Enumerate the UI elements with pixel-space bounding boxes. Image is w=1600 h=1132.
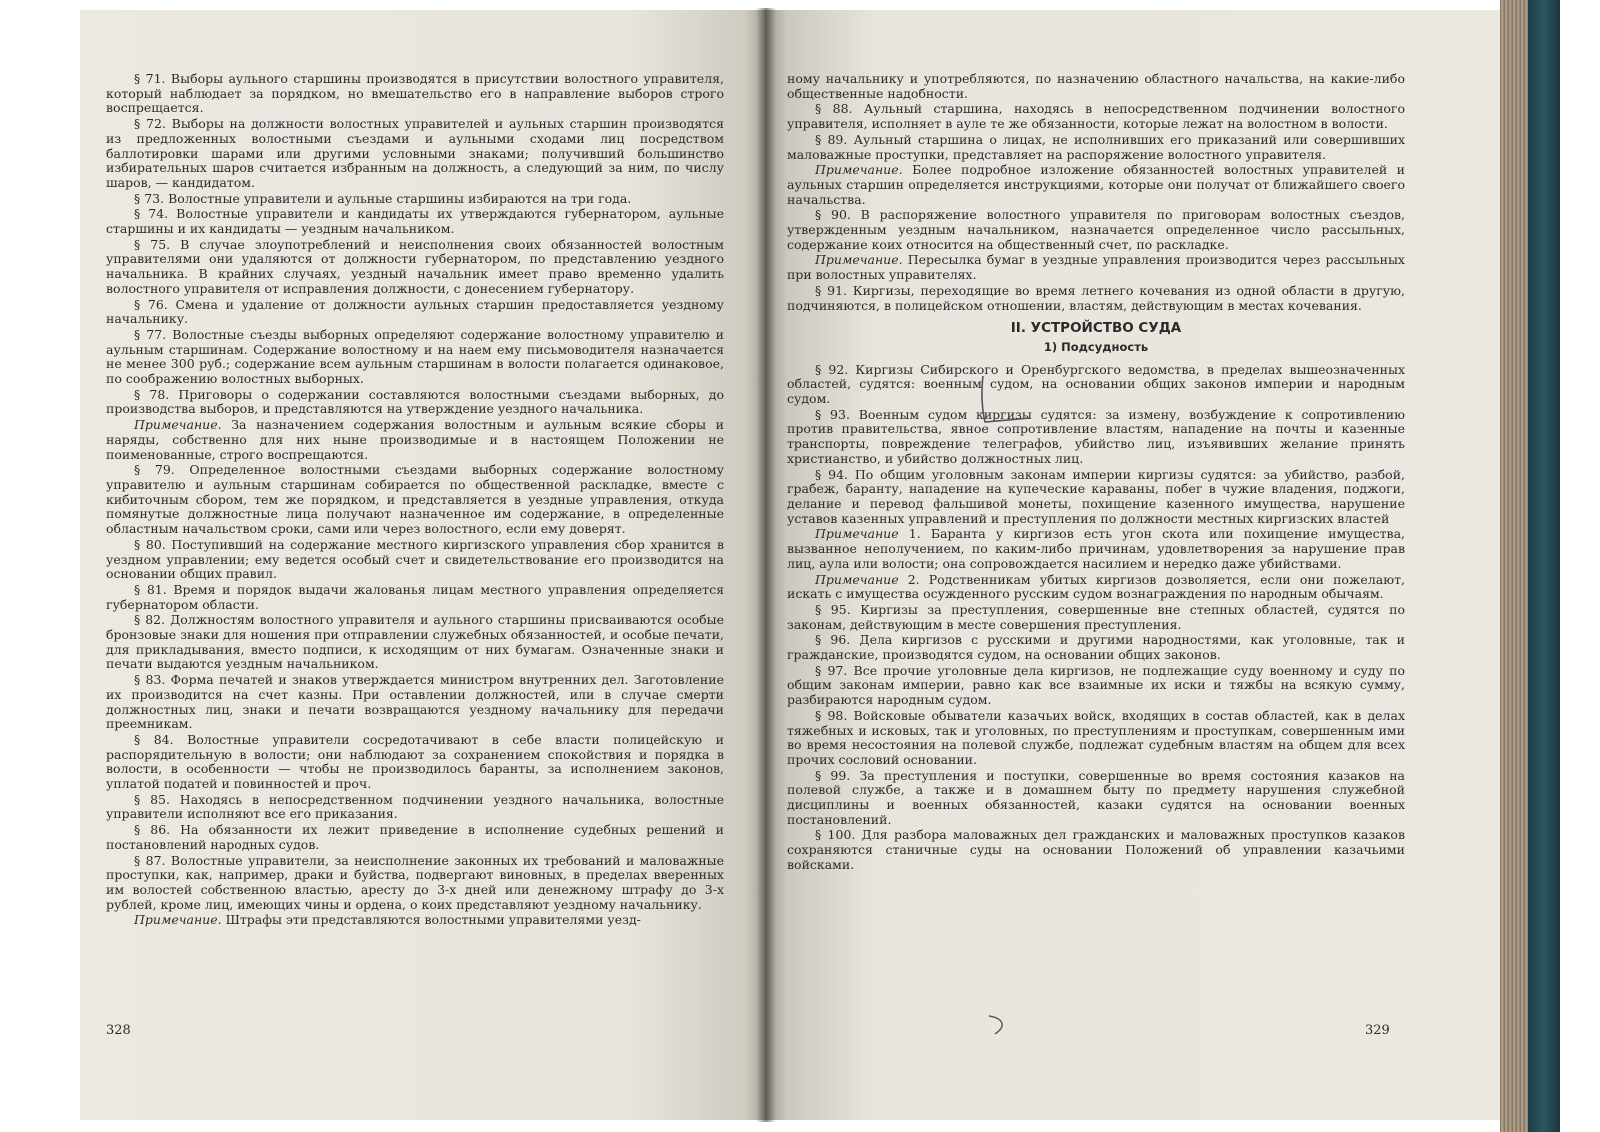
subsection-heading: 1) Подсудность	[1043, 339, 1149, 354]
note-label: Примечание	[815, 526, 899, 542]
paragraph: § 84. Волостные управители сосредотачивают в себе власти полицейскую и распорядительную в волости; они наблюдают за сохранением спокойствия и порядка в волости, в особенности — чтобы не производилось баранты, за исполнением законов, уплатой податей и повинностей и проч.	[106, 731, 724, 792]
paragraph: § 71. Выборы аульного старшины производятся в присутствии волостного управителя, который наблюдает за порядком, но вмешательство его в направление выборов строго воспрещается.	[106, 71, 724, 116]
note	[787, 163, 1405, 207]
paragraph: § 81. Время и порядок выдачи жалованья лицам местного управления определяется губернатором области.	[106, 581, 724, 612]
note-text: 1. Баранта у киргизов есть угон скота или похищение имущества, вызванное неполучением, по каким-либо причинам, удовлетворения за нарушение прав лиц, аула или волости; она сопровождается насилием и нередко даже убийствами.	[787, 526, 1405, 571]
note-text: Пересылка бумаг в уездные управления производится через рассыльных при волостных управителях.	[787, 252, 1405, 283]
paragraph: § 79. Определенное волостными съездами выборных содержание волостному управителю и аульным старшинам собирается по общественной раскладке, вместе с кибиточным сбором, тем же порядком, и представляется в уездные управления, откуда помянутые должностные лица получают назначенное им содержание, в определенные областным начальством сроки, сами или через волостного, если ему доверят.	[106, 462, 724, 537]
paragraph: § 86. На обязанности их лежит приведение в исполнение судебных решений и постановлений народных судов.	[106, 822, 724, 852]
page-number-right: 329	[1365, 1023, 1390, 1038]
paragraph: § 98. Войсковые обыватели казачьих войск, входящих в состав областей, как в делах тяжебных и исковых, так и уголовных, по преступлениям и проступкам, совершенным ими во время несостояния на полевой службе, подлежат судебным властям на общем для всех прочих сословий основании.	[787, 707, 1405, 767]
paragraph: § 97. Все прочие уголовные дела киргизов, не подлежащие суду военному и суду по общим законам империи, равно как все взаимные их иски и тяжбы на всякую сумму, разбираются народным судом.	[787, 662, 1405, 708]
paragraph: § 74. Волостные управители и кандидаты их утверждаются губернатором, аульные старшины и их кандидаты — уездным начальником.	[106, 206, 724, 237]
paragraph: § 88. Аульный старшина, находясь в непосредственном подчинении волостного управителя, исполняет в ауле те же обязанности, которые лежат на волостном в волости.	[787, 101, 1405, 132]
paragraph: § 96. Дела киргизов с русскими и другими народностями, как уголовные, так и гражданские, производятся судом, на основании общих законов.	[787, 632, 1405, 663]
note-label: Примечание.	[815, 162, 903, 178]
note-text: Штрафы эти представляются волостными управителями уезд-	[221, 912, 641, 928]
note-text: Более подробное изложение обязанностей волостных управителей и аульных старшин определяется инструкциями, которые они получат от ближайшего своего начальства.	[787, 162, 1405, 207]
note	[787, 253, 1405, 282]
page-number-left: 328	[106, 1023, 131, 1038]
paragraph: § 72. Выборы на должности волостных управителей и аульных старшин производятся из предложенных волостными съездами и аульными сходами лиц посредством баллотировки шарами или другими условными знаками; получивший большинство избирательных шаров считается избранным на должность, а следующий за ним, по числу шаров, — кандидатом.	[106, 116, 724, 190]
paragraph: § 80. Поступивший на содержание местного киргизского управления сбор хранится в уездном управлении; ему ведется особый счет и свидетельствование его производится на основании общих правил.	[106, 536, 724, 582]
paragraph: § 75. В случае злоупотреблений и неисполнения своих обязанностей волостным управителями они удаляются от должности губернатором, по представлению уездного начальника. В крайних случаях, уездный начальник имеет право временно удалить волостного управителя от исправления должности, с донесением губернатору.	[106, 236, 724, 296]
left-page-text	[106, 72, 724, 929]
left-page	[80, 10, 765, 1120]
pencil-hook-mark	[985, 1010, 1015, 1040]
paragraph: § 85. Находясь в непосредственном подчинении уездного начальника, волостные управители исполняют все его приказания.	[106, 791, 724, 822]
paragraph: § 100. Для разбора маловажных дел гражданских и маловажных проступков казаков сохраняются станичные суды на основании Положений об управлении казачьими войсками.	[787, 827, 1405, 872]
paragraph: § 93. Военным судом киргизы судятся: за измену, возбуждение к сопротивлению против правительства, явное сопротивление властям, нападение на почты и казенные транспорты, повреждение телеграфов, убийство лиц, изъявивших желание принять христианство, и убийство должностных лиц.	[787, 406, 1405, 466]
book-gutter	[756, 8, 776, 1122]
paragraph: § 83. Форма печатей и знаков утверждается министром внутренних дел. Заготовление их производится на счет казны. При оставлении должностей, или в случае смерти должностных лиц, знаки и печати возвращаются уездному начальнику для передачи преемникам.	[106, 672, 724, 732]
paragraph: § 87. Волостные управители, за неисполнение законных их требований и маловажные проступки, как, например, драки и буйства, подвергают виновных, в пределах вверенных им волостей собственною властью, аресту до 3-х дней или денежному штрафу до 3-х рублей, кроме лиц, имеющих чины и ордена, о коих представляют уездному начальнику.	[106, 852, 724, 912]
note-label: Примечание.	[815, 252, 903, 268]
paragraph: ному начальнику и употребляются, по назначению областного начальства, на какие-либо общественные надобности.	[787, 71, 1405, 101]
note-label: Примечание	[815, 571, 899, 587]
paragraph: § 99. За преступления и поступки, совершенные во время состояния казаков на полевой службе, а также и в домашнем быту по предмету нарушения служебной дисциплины и военных обязанностей, казаки судятся на основании военных постановлений.	[787, 767, 1405, 827]
paragraph: § 77. Волостные съезды выборных определяют содержание волостному управителю и аульным старшинам. Содержание волостному и на наем ему письмоводителя назначается не менее 300 руб.; содержание всем аульным старшинам в волости полагается одинаковое, по соображению волостных выборных.	[106, 326, 724, 387]
note-label: Примечание.	[134, 912, 222, 928]
paragraph: § 90. В распоряжение волостного управителя по приговорам волостных съездов, утвержденным уездным начальником, назначается определенное число рассыльных, содержание коих относится на общественный счет, по раскладке.	[787, 207, 1405, 252]
note	[787, 573, 1405, 602]
paragraph: § 91. Киргизы, переходящие во время летнего кочевания из одной области в другую, подчиняются, в полицейском отношении, властям, действующим в местах кочевания.	[787, 282, 1405, 313]
note	[106, 913, 724, 928]
note	[787, 527, 1405, 571]
right-page	[765, 10, 1500, 1120]
note-text: 2. Родственникам убитых киргизов дозволяется, если они пожелают, искать с имущества осужденного русским судом вознаграждения по народным обычаям.	[787, 571, 1405, 602]
paragraph: § 76. Смена и удаление от должности аульных старшин предоставляется уездному начальнику.	[106, 296, 724, 327]
paragraph: § 78. Приговоры о содержании составляются волостными съездами выборных, до производства выборов, и представляются на утверждение уездного начальника.	[106, 386, 724, 417]
note-label: Примечание.	[134, 417, 222, 433]
note-text: За назначением содержания волостным и аульным всякие сборы и наряды, собственно для них ныне производимые и в настоящем Положении не поименованные, строго воспрещаются.	[106, 417, 724, 462]
section-heading: II. УСТРОЙСТВО СУДА	[1010, 320, 1182, 337]
right-page-text	[787, 72, 1405, 874]
paragraph: § 92. Киргизы Сибирского и Оренбургского ведомства, в пределах вышеозначенных областей, судятся: военным судом, на основании общих законов империи и народным судом.	[787, 361, 1405, 407]
book-cover	[1528, 0, 1560, 1132]
paragraph: § 82. Должностям волостного управителя и аульного старшины присваиваются особые бронзовые знаки для ношения при отправлении служебных обязанностей, и особые печати, для прикладывания, вместо подписи, к исходящим от них бумагам. Означенные знаки и печати выдаются уездным начальником.	[106, 612, 724, 672]
paragraph: § 95. Киргизы за преступления, совершенные вне степных областей, судятся по законам, действующим в месте совершения преступления.	[787, 601, 1405, 632]
note	[106, 418, 724, 462]
paragraph: § 89. Аульный старшина о лицах, не исполнивших его приказаний или совершивших маловажные проступки, представляет на распоряжение волостного управителя.	[787, 131, 1405, 162]
paragraph: § 73. Волостные управители и аульные старшины избираются на три года.	[134, 190, 632, 206]
paragraph: § 94. По общим уголовным законам империи киргизы судятся: за убийство, разбой, грабеж, баранту, нападение на купеческие караваны, побег в чужие владения, поджоги, делание и перевод фальшивой монеты, похищение казенного имущества, нарушение уставов казенных управлений и преступления по должности местных киргизских властей	[787, 466, 1405, 526]
pencil-bracket-mark	[975, 372, 1035, 432]
